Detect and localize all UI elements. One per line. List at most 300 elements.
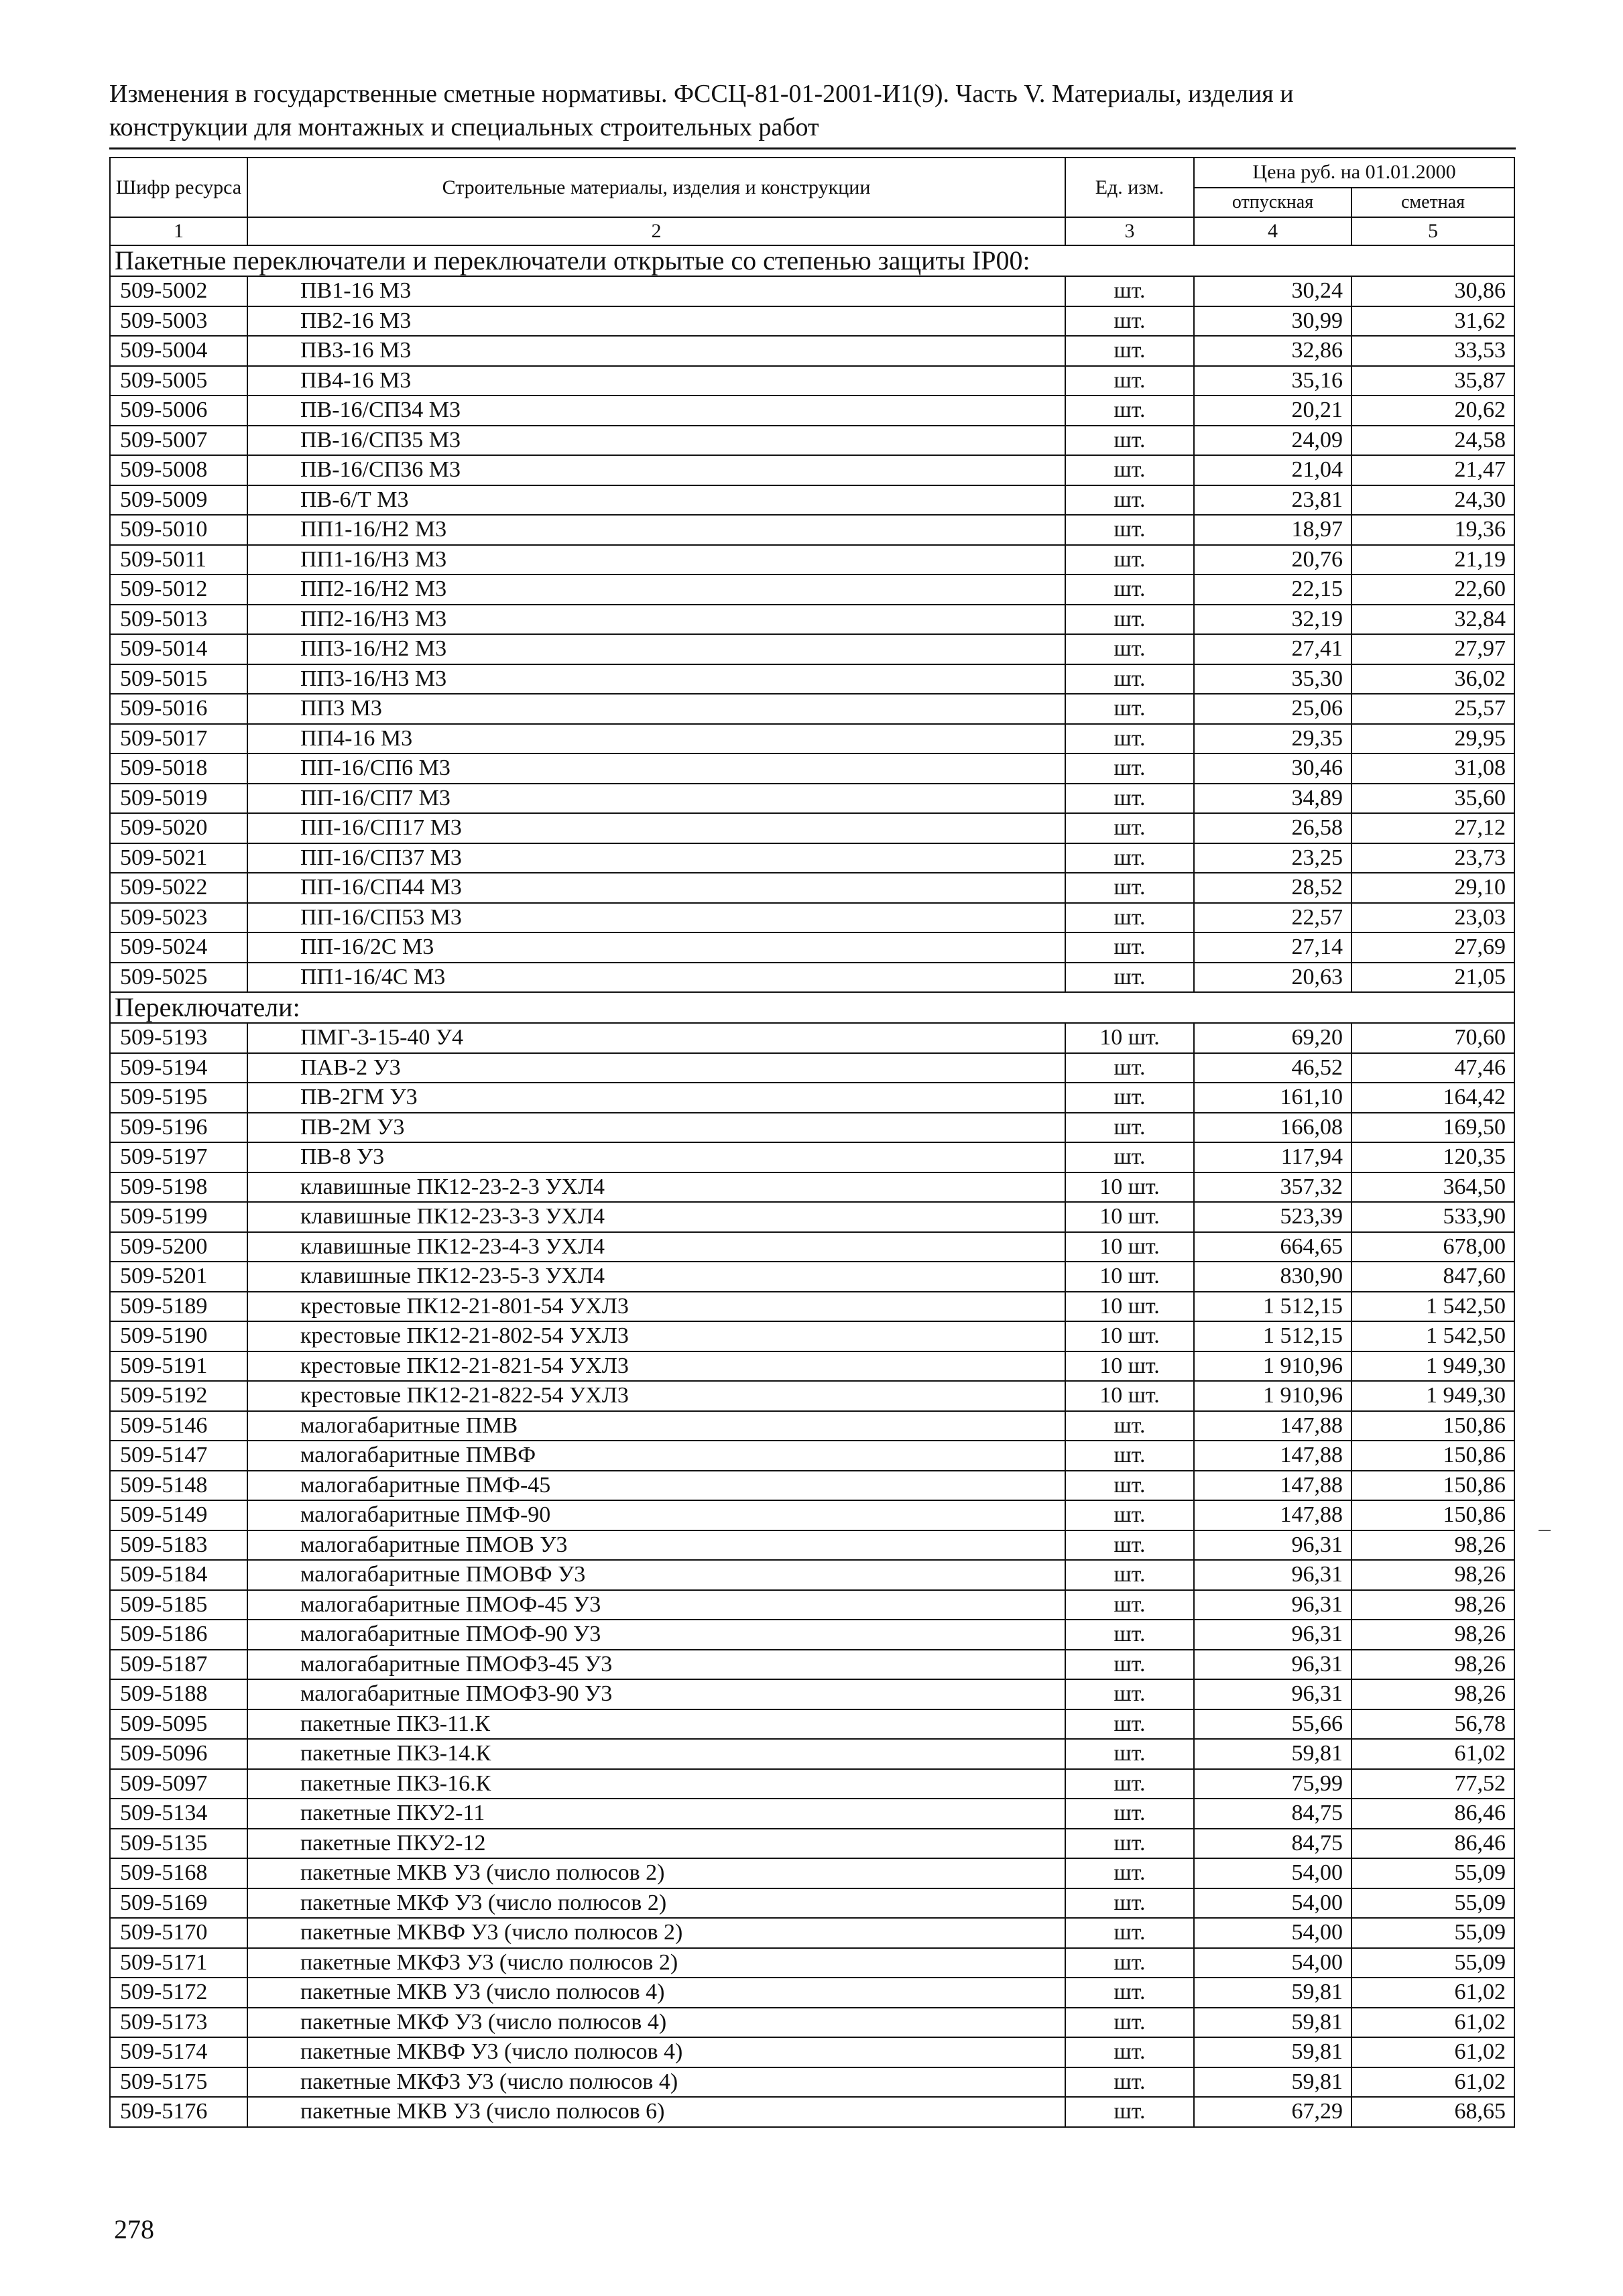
unit-cell: шт. bbox=[1065, 396, 1194, 426]
estimate-price: 533,90 bbox=[1351, 1202, 1514, 1232]
estimate-price: 20,62 bbox=[1351, 396, 1514, 426]
table-row bbox=[110, 1292, 1514, 1322]
release-price: 35,16 bbox=[1194, 366, 1351, 396]
material-name: малогабаритные ПМВ bbox=[247, 1411, 1065, 1441]
resource-code: 509-5006 bbox=[110, 396, 247, 426]
unit-cell: шт. bbox=[1065, 1530, 1194, 1561]
material-name: ПМГ-3-15-40 У4 bbox=[247, 1023, 1065, 1053]
material-name: ПП-16/СП17 М3 bbox=[247, 813, 1065, 843]
release-price: 147,88 bbox=[1194, 1411, 1351, 1441]
table-body bbox=[110, 245, 1514, 2127]
estimate-price: 27,97 bbox=[1351, 634, 1514, 664]
table-row bbox=[110, 1888, 1514, 1919]
table-row bbox=[110, 1321, 1514, 1351]
release-price: 1 910,96 bbox=[1194, 1351, 1351, 1382]
unit-cell: 10 шт. bbox=[1065, 1292, 1194, 1322]
table-row bbox=[110, 1441, 1514, 1471]
estimate-price: 61,02 bbox=[1351, 2037, 1514, 2067]
release-price: 54,00 bbox=[1194, 1948, 1351, 1978]
unit-cell: шт. bbox=[1065, 1978, 1194, 2008]
resource-code: 509-5176 bbox=[110, 2097, 247, 2127]
header-rule bbox=[109, 147, 1516, 149]
estimate-price: 150,86 bbox=[1351, 1471, 1514, 1501]
margin-mark bbox=[1539, 1530, 1551, 1531]
estimate-price: 33,53 bbox=[1351, 336, 1514, 366]
unit-cell: шт. bbox=[1065, 724, 1194, 754]
resource-code: 509-5188 bbox=[110, 1679, 247, 1709]
material-name: ПП3-16/Н2 М3 bbox=[247, 634, 1065, 664]
table-row bbox=[110, 1650, 1514, 1680]
section-header-row bbox=[110, 245, 1514, 276]
table-row bbox=[110, 873, 1514, 903]
release-price: 67,29 bbox=[1194, 2097, 1351, 2127]
material-name: пакетные ПК3-16.К bbox=[247, 1769, 1065, 1799]
column-number: 2 bbox=[247, 217, 1065, 245]
material-name: малогабаритные ПМОФ3-45 У3 bbox=[247, 1650, 1065, 1680]
release-price: 54,00 bbox=[1194, 1858, 1351, 1888]
resource-code: 509-5172 bbox=[110, 1978, 247, 2008]
table-row bbox=[110, 1142, 1514, 1172]
release-price: 46,52 bbox=[1194, 1053, 1351, 1083]
unit-cell: шт. bbox=[1065, 336, 1194, 366]
material-name: ПВ3-16 М3 bbox=[247, 336, 1065, 366]
table-row bbox=[110, 1739, 1514, 1769]
resource-code: 509-5175 bbox=[110, 2067, 247, 2098]
estimate-price: 29,10 bbox=[1351, 873, 1514, 903]
table-row bbox=[110, 634, 1514, 664]
material-name: ПВ4-16 М3 bbox=[247, 366, 1065, 396]
table-row bbox=[110, 1858, 1514, 1888]
section-title: Переключатели: bbox=[110, 992, 1514, 1023]
table-row bbox=[110, 1113, 1514, 1143]
release-price: 22,15 bbox=[1194, 575, 1351, 605]
estimate-price: 98,26 bbox=[1351, 1620, 1514, 1650]
material-name: ПВ-2М У3 bbox=[247, 1113, 1065, 1143]
header-name: Строительные материалы, изделия и конструкции bbox=[247, 158, 1065, 217]
material-name: ПВ2-16 М3 bbox=[247, 306, 1065, 337]
release-price: 147,88 bbox=[1194, 1500, 1351, 1530]
header-code: Шифр ресурса bbox=[110, 158, 247, 217]
resource-code: 509-5135 bbox=[110, 1829, 247, 1859]
release-price: 1 512,15 bbox=[1194, 1321, 1351, 1351]
resource-code: 509-5147 bbox=[110, 1441, 247, 1471]
material-name: ПВ1-16 М3 bbox=[247, 276, 1065, 306]
table-row bbox=[110, 1709, 1514, 1740]
estimate-price: 35,87 bbox=[1351, 366, 1514, 396]
estimate-price: 30,86 bbox=[1351, 276, 1514, 306]
resource-code: 509-5009 bbox=[110, 485, 247, 516]
material-name: малогабаритные ПМФ-90 bbox=[247, 1500, 1065, 1530]
release-price: 29,35 bbox=[1194, 724, 1351, 754]
material-name: клавишные ПК12-23-4-3 УХЛ4 bbox=[247, 1232, 1065, 1262]
table-row bbox=[110, 1560, 1514, 1590]
table-row bbox=[110, 1381, 1514, 1411]
resource-code: 509-5171 bbox=[110, 1948, 247, 1978]
resource-code: 509-5018 bbox=[110, 753, 247, 784]
resource-code: 509-5011 bbox=[110, 545, 247, 575]
material-name: пакетные МКФ У3 (число полюсов 2) bbox=[247, 1888, 1065, 1919]
material-name: пакетные ПКУ2-12 bbox=[247, 1829, 1065, 1859]
material-name: малогабаритные ПМОФ3-90 У3 bbox=[247, 1679, 1065, 1709]
material-name: крестовые ПК12-21-821-54 УХЛ3 bbox=[247, 1351, 1065, 1382]
unit-cell: шт. bbox=[1065, 664, 1194, 694]
release-price: 357,32 bbox=[1194, 1172, 1351, 1203]
resource-code: 509-5007 bbox=[110, 426, 247, 456]
resource-code: 509-5201 bbox=[110, 1262, 247, 1292]
unit-cell: шт. bbox=[1065, 843, 1194, 873]
estimate-price: 364,50 bbox=[1351, 1172, 1514, 1203]
material-name: пакетные МКВ У3 (число полюсов 2) bbox=[247, 1858, 1065, 1888]
release-price: 84,75 bbox=[1194, 1829, 1351, 1859]
resource-code: 509-5002 bbox=[110, 276, 247, 306]
estimate-price: 847,60 bbox=[1351, 1262, 1514, 1292]
unit-cell: шт. bbox=[1065, 1620, 1194, 1650]
unit-cell: шт. bbox=[1065, 1500, 1194, 1530]
material-name: малогабаритные ПМОФ-90 У3 bbox=[247, 1620, 1065, 1650]
price-table bbox=[109, 157, 1515, 2128]
material-name: ПВ-16/СП34 М3 bbox=[247, 396, 1065, 426]
release-price: 96,31 bbox=[1194, 1530, 1351, 1561]
release-price: 1 910,96 bbox=[1194, 1381, 1351, 1411]
unit-cell: шт. bbox=[1065, 276, 1194, 306]
release-price: 30,46 bbox=[1194, 753, 1351, 784]
material-name: малогабаритные ПМФ-45 bbox=[247, 1471, 1065, 1501]
material-name: ПАВ-2 У3 bbox=[247, 1053, 1065, 1083]
resource-code: 509-5095 bbox=[110, 1709, 247, 1740]
unit-cell: шт. bbox=[1065, 694, 1194, 724]
estimate-price: 19,36 bbox=[1351, 515, 1514, 545]
estimate-price: 1 949,30 bbox=[1351, 1351, 1514, 1382]
release-price: 23,81 bbox=[1194, 485, 1351, 516]
release-price: 96,31 bbox=[1194, 1560, 1351, 1590]
material-name: пакетные МКВФ У3 (число полюсов 4) bbox=[247, 2037, 1065, 2067]
table-row bbox=[110, 813, 1514, 843]
table-row bbox=[110, 1620, 1514, 1650]
unit-cell: шт. bbox=[1065, 455, 1194, 485]
resource-code: 509-5025 bbox=[110, 963, 247, 993]
resource-code: 509-5019 bbox=[110, 784, 247, 814]
estimate-price: 23,73 bbox=[1351, 843, 1514, 873]
material-name: клавишные ПК12-23-2-3 УХЛ4 bbox=[247, 1172, 1065, 1203]
release-price: 59,81 bbox=[1194, 2037, 1351, 2067]
section-header-row bbox=[110, 992, 1514, 1023]
resource-code: 509-5173 bbox=[110, 2008, 247, 2038]
release-price: 830,90 bbox=[1194, 1262, 1351, 1292]
unit-cell: шт. bbox=[1065, 1799, 1194, 1829]
release-price: 69,20 bbox=[1194, 1023, 1351, 1053]
unit-cell: шт. bbox=[1065, 1709, 1194, 1740]
material-name: ПП-16/2С М3 bbox=[247, 932, 1065, 963]
estimate-price: 86,46 bbox=[1351, 1829, 1514, 1859]
material-name: ПП3-16/Н3 М3 bbox=[247, 664, 1065, 694]
unit-cell: 10 шт. bbox=[1065, 1381, 1194, 1411]
table-header-row bbox=[110, 158, 1514, 188]
material-name: ПП1-16/Н2 М3 bbox=[247, 515, 1065, 545]
release-price: 22,57 bbox=[1194, 903, 1351, 933]
table-row bbox=[110, 1769, 1514, 1799]
material-name: ПП-16/СП53 М3 bbox=[247, 903, 1065, 933]
material-name: ПП2-16/Н3 М3 bbox=[247, 605, 1065, 635]
table-row bbox=[110, 1053, 1514, 1083]
table-row bbox=[110, 1471, 1514, 1501]
table-row bbox=[110, 2067, 1514, 2098]
table-row bbox=[110, 1829, 1514, 1859]
estimate-price: 55,09 bbox=[1351, 1948, 1514, 1978]
header-line-2: конструкции для монтажных и специальных строительных работ bbox=[109, 113, 819, 141]
resource-code: 509-5148 bbox=[110, 1471, 247, 1501]
column-number: 4 bbox=[1194, 217, 1351, 245]
table-row bbox=[110, 1530, 1514, 1561]
unit-cell: шт. bbox=[1065, 306, 1194, 337]
resource-code: 509-5183 bbox=[110, 1530, 247, 1561]
unit-cell: шт. bbox=[1065, 1679, 1194, 1709]
table-row bbox=[110, 485, 1514, 516]
table-row bbox=[110, 276, 1514, 306]
estimate-price: 98,26 bbox=[1351, 1650, 1514, 1680]
release-price: 23,25 bbox=[1194, 843, 1351, 873]
resource-code: 509-5013 bbox=[110, 605, 247, 635]
material-name: ПП4-16 М3 bbox=[247, 724, 1065, 754]
estimate-price: 61,02 bbox=[1351, 1739, 1514, 1769]
unit-cell: шт. bbox=[1065, 1471, 1194, 1501]
resource-code: 509-5003 bbox=[110, 306, 247, 337]
unit-cell: шт. bbox=[1065, 1650, 1194, 1680]
resource-code: 509-5096 bbox=[110, 1739, 247, 1769]
unit-cell: 10 шт. bbox=[1065, 1262, 1194, 1292]
release-price: 34,89 bbox=[1194, 784, 1351, 814]
resource-code: 509-5012 bbox=[110, 575, 247, 605]
estimate-price: 98,26 bbox=[1351, 1679, 1514, 1709]
header-price: Цена руб. на 01.01.2000 bbox=[1194, 158, 1514, 188]
unit-cell: шт. bbox=[1065, 1948, 1194, 1978]
release-price: 25,06 bbox=[1194, 694, 1351, 724]
release-price: 32,19 bbox=[1194, 605, 1351, 635]
table-row bbox=[110, 336, 1514, 366]
table-row bbox=[110, 664, 1514, 694]
estimate-price: 98,26 bbox=[1351, 1530, 1514, 1561]
material-name: пакетные МКФ3 У3 (число полюсов 4) bbox=[247, 2067, 1065, 2098]
estimate-price: 23,03 bbox=[1351, 903, 1514, 933]
release-price: 28,52 bbox=[1194, 873, 1351, 903]
table-row bbox=[110, 1918, 1514, 1948]
table-row bbox=[110, 1023, 1514, 1053]
column-number: 3 bbox=[1065, 217, 1194, 245]
material-name: ПП-16/СП44 М3 bbox=[247, 873, 1065, 903]
material-name: крестовые ПК12-21-822-54 УХЛ3 bbox=[247, 1381, 1065, 1411]
release-price: 55,66 bbox=[1194, 1709, 1351, 1740]
unit-cell: шт. bbox=[1065, 2067, 1194, 2098]
table-row bbox=[110, 396, 1514, 426]
unit-cell: шт. bbox=[1065, 963, 1194, 993]
table-row bbox=[110, 2008, 1514, 2038]
resource-code: 509-5190 bbox=[110, 1321, 247, 1351]
release-price: 18,97 bbox=[1194, 515, 1351, 545]
estimate-price: 55,09 bbox=[1351, 1888, 1514, 1919]
release-price: 59,81 bbox=[1194, 1978, 1351, 2008]
estimate-price: 150,86 bbox=[1351, 1500, 1514, 1530]
section-title: Пакетные переключатели и переключатели открытые со степенью защиты IP00: bbox=[110, 245, 1514, 276]
release-price: 54,00 bbox=[1194, 1888, 1351, 1919]
estimate-price: 47,46 bbox=[1351, 1053, 1514, 1083]
estimate-price: 678,00 bbox=[1351, 1232, 1514, 1262]
unit-cell: шт. bbox=[1065, 1888, 1194, 1919]
resource-code: 509-5020 bbox=[110, 813, 247, 843]
resource-code: 509-5191 bbox=[110, 1351, 247, 1382]
material-name: малогабаритные ПМОВФ У3 bbox=[247, 1560, 1065, 1590]
release-price: 75,99 bbox=[1194, 1769, 1351, 1799]
resource-code: 509-5194 bbox=[110, 1053, 247, 1083]
release-price: 20,63 bbox=[1194, 963, 1351, 993]
estimate-price: 61,02 bbox=[1351, 2008, 1514, 2038]
header-unit: Ед. изм. bbox=[1065, 158, 1194, 217]
material-name: ПП2-16/Н2 М3 bbox=[247, 575, 1065, 605]
table-row bbox=[110, 753, 1514, 784]
material-name: ПВ-16/СП36 М3 bbox=[247, 455, 1065, 485]
unit-cell: шт. bbox=[1065, 1560, 1194, 1590]
estimate-price: 61,02 bbox=[1351, 2067, 1514, 2098]
release-price: 30,99 bbox=[1194, 306, 1351, 337]
resource-code: 509-5024 bbox=[110, 932, 247, 963]
table-row bbox=[110, 932, 1514, 963]
release-price: 32,86 bbox=[1194, 336, 1351, 366]
estimate-price: 27,12 bbox=[1351, 813, 1514, 843]
table-row bbox=[110, 1083, 1514, 1113]
table-row bbox=[110, 1500, 1514, 1530]
unit-cell: 10 шт. bbox=[1065, 1321, 1194, 1351]
resource-code: 509-5193 bbox=[110, 1023, 247, 1053]
column-number: 5 bbox=[1351, 217, 1514, 245]
table-row bbox=[110, 575, 1514, 605]
unit-cell: шт. bbox=[1065, 1411, 1194, 1441]
unit-cell: шт. bbox=[1065, 426, 1194, 456]
unit-cell: шт. bbox=[1065, 1769, 1194, 1799]
table-row bbox=[110, 2097, 1514, 2127]
material-name: пакетные МКВФ У3 (число полюсов 2) bbox=[247, 1918, 1065, 1948]
estimate-price: 56,78 bbox=[1351, 1709, 1514, 1740]
material-name: ПВ-16/СП35 М3 bbox=[247, 426, 1065, 456]
material-name: малогабаритные ПМВФ bbox=[247, 1441, 1065, 1471]
release-price: 84,75 bbox=[1194, 1799, 1351, 1829]
unit-cell: шт. bbox=[1065, 605, 1194, 635]
release-price: 20,76 bbox=[1194, 545, 1351, 575]
estimate-price: 36,02 bbox=[1351, 664, 1514, 694]
material-name: ПВ-6/Т М3 bbox=[247, 485, 1065, 516]
unit-cell: шт. bbox=[1065, 366, 1194, 396]
release-price: 20,21 bbox=[1194, 396, 1351, 426]
resource-code: 509-5010 bbox=[110, 515, 247, 545]
estimate-price: 21,05 bbox=[1351, 963, 1514, 993]
estimate-price: 164,42 bbox=[1351, 1083, 1514, 1113]
table-row bbox=[110, 426, 1514, 456]
estimate-price: 24,30 bbox=[1351, 485, 1514, 516]
estimate-price: 31,62 bbox=[1351, 306, 1514, 337]
table-row bbox=[110, 1948, 1514, 1978]
material-name: клавишные ПК12-23-3-3 УХЛ4 bbox=[247, 1202, 1065, 1232]
release-price: 96,31 bbox=[1194, 1650, 1351, 1680]
estimate-price: 27,69 bbox=[1351, 932, 1514, 963]
table-row bbox=[110, 963, 1514, 993]
header-line-1: Изменения в государственные сметные нормативы. ФССЦ-81-01-2001-И1(9). Часть V. Материалы, изделия и bbox=[109, 80, 1294, 108]
column-number: 1 bbox=[110, 217, 247, 245]
page-number: 278 bbox=[114, 2214, 154, 2244]
table-row bbox=[110, 515, 1514, 545]
unit-cell: шт. bbox=[1065, 1918, 1194, 1948]
table-row bbox=[110, 2037, 1514, 2067]
unit-cell: шт. bbox=[1065, 1142, 1194, 1172]
material-name: пакетные ПК3-11.К bbox=[247, 1709, 1065, 1740]
estimate-price: 22,60 bbox=[1351, 575, 1514, 605]
release-price: 161,10 bbox=[1194, 1083, 1351, 1113]
resource-code: 509-5200 bbox=[110, 1232, 247, 1262]
table-row bbox=[110, 724, 1514, 754]
resource-code: 509-5004 bbox=[110, 336, 247, 366]
material-name: малогабаритные ПМОФ-45 У3 bbox=[247, 1590, 1065, 1620]
table-row bbox=[110, 1799, 1514, 1829]
table-row bbox=[110, 1232, 1514, 1262]
unit-cell: шт. bbox=[1065, 2097, 1194, 2127]
resource-code: 509-5174 bbox=[110, 2037, 247, 2067]
resource-code: 509-5199 bbox=[110, 1202, 247, 1232]
release-price: 96,31 bbox=[1194, 1679, 1351, 1709]
table-row bbox=[110, 1590, 1514, 1620]
resource-code: 509-5146 bbox=[110, 1411, 247, 1441]
release-price: 59,81 bbox=[1194, 2008, 1351, 2038]
estimate-price: 68,65 bbox=[1351, 2097, 1514, 2127]
estimate-price: 98,26 bbox=[1351, 1590, 1514, 1620]
estimate-price: 77,52 bbox=[1351, 1769, 1514, 1799]
unit-cell: 10 шт. bbox=[1065, 1172, 1194, 1203]
release-price: 26,58 bbox=[1194, 813, 1351, 843]
table-row bbox=[110, 694, 1514, 724]
resource-code: 509-5017 bbox=[110, 724, 247, 754]
table-row bbox=[110, 1978, 1514, 2008]
release-price: 147,88 bbox=[1194, 1441, 1351, 1471]
release-price: 166,08 bbox=[1194, 1113, 1351, 1143]
unit-cell: 10 шт. bbox=[1065, 1232, 1194, 1262]
resource-code: 509-5196 bbox=[110, 1113, 247, 1143]
resource-code: 509-5021 bbox=[110, 843, 247, 873]
estimate-price: 98,26 bbox=[1351, 1560, 1514, 1590]
material-name: ПП-16/СП7 М3 bbox=[247, 784, 1065, 814]
resource-code: 509-5015 bbox=[110, 664, 247, 694]
resource-code: 509-5008 bbox=[110, 455, 247, 485]
estimate-price: 29,95 bbox=[1351, 724, 1514, 754]
material-name: малогабаритные ПМОВ У3 bbox=[247, 1530, 1065, 1561]
table-row bbox=[110, 455, 1514, 485]
material-name: пакетные МКВ У3 (число полюсов 6) bbox=[247, 2097, 1065, 2127]
unit-cell: шт. bbox=[1065, 784, 1194, 814]
resource-code: 509-5005 bbox=[110, 366, 247, 396]
estimate-price: 35,60 bbox=[1351, 784, 1514, 814]
unit-cell: шт. bbox=[1065, 575, 1194, 605]
header-estimate-price: сметная bbox=[1351, 188, 1514, 218]
unit-cell: шт. bbox=[1065, 515, 1194, 545]
release-price: 59,81 bbox=[1194, 2067, 1351, 2098]
material-name: крестовые ПК12-21-802-54 УХЛ3 bbox=[247, 1321, 1065, 1351]
unit-cell: шт. bbox=[1065, 2008, 1194, 2038]
estimate-price: 24,58 bbox=[1351, 426, 1514, 456]
resource-code: 509-5185 bbox=[110, 1590, 247, 1620]
estimate-price: 150,86 bbox=[1351, 1411, 1514, 1441]
unit-cell: 10 шт. bbox=[1065, 1023, 1194, 1053]
unit-cell: шт. bbox=[1065, 753, 1194, 784]
release-price: 1 512,15 bbox=[1194, 1292, 1351, 1322]
table-row bbox=[110, 306, 1514, 337]
resource-code: 509-5186 bbox=[110, 1620, 247, 1650]
unit-cell: шт. bbox=[1065, 873, 1194, 903]
resource-code: 509-5170 bbox=[110, 1918, 247, 1948]
release-price: 523,39 bbox=[1194, 1202, 1351, 1232]
